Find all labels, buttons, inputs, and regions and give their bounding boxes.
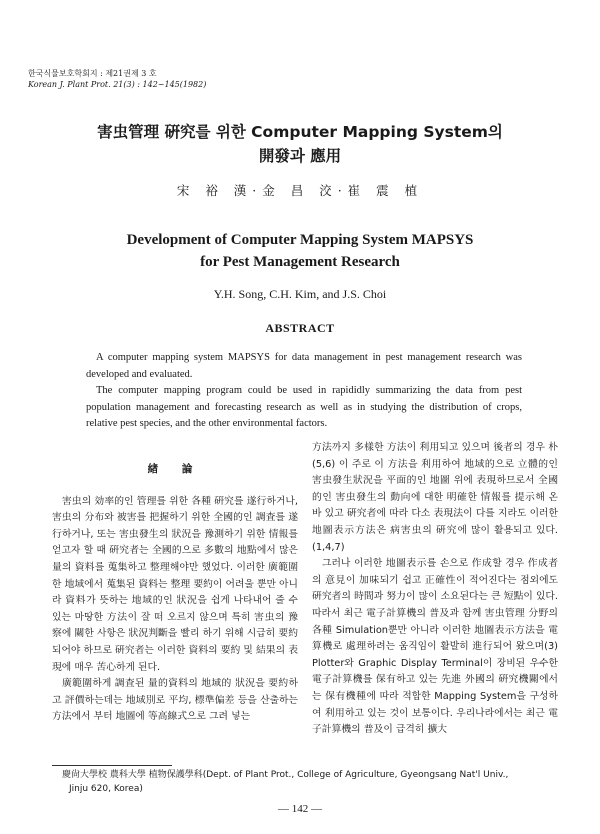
page-number: — 142 — xyxy=(278,803,322,815)
footnote-line1: 慶尙大學校 農科大學 植物保護學科(Dept. of Plant Prot., College of Agriculture, Gyeongsang Nat'l Univ., xyxy=(62,770,509,780)
korean-authors: 宋 裕 漢·金 昌 洨·崔 震 植 xyxy=(176,183,424,198)
journal-korean-name: 한국식물보호학회지 : 제21권제 3 호 xyxy=(28,69,157,78)
abstract-heading: ABSTRACT xyxy=(265,321,335,335)
right-paragraph-2: 그러나 이러한 地圖表示를 손으로 作成할 경우 作成者의 意見이 加味되기 쉽고 正確性이 적어진다는 점외에도 硏究者의 時間과 努力이 많이 소요된다는 큰 短點이 있다. 따라서 최근 電子計算機의 普及과 함께 害虫管理 分野의 各種 Simulation뿐만 아니라 이러한 地圖表示方法을 電算機로 處理하려는 움직임이 활발히 進行되어 왔으며(3) Plotter와 Graphic Display Terminal이 장비된 우수한 電子計算機를 保有하고 있는 先進 外國의 硏究機關에서는 保有機種에 따라 적합한 Mapping System을 구성하여 利用하고 있는 것이 보통이다. 우리나라에서는 최근 電子計算機의 普及이 급격히 擴大 xyxy=(312,558,558,736)
korean-title-line1: 害虫管理 硏究를 위한 Computer Mapping System의 xyxy=(97,123,503,141)
left-column xyxy=(52,455,298,726)
journal-citation xyxy=(28,68,206,90)
abstract-body xyxy=(86,350,522,433)
left-paragraph-2: 廣範圍하게 調査된 量的資料의 地域的 狀況을 要約하고 評價하는데는 地域別로 平均, 標準偏差 등을 산출하는 方法에서 부터 地圖에 等高線式으로 그려 넣는 xyxy=(52,678,298,723)
journal-english-name: Korean J. Plant Prot. 21(3) : 142~145(1982) xyxy=(28,80,207,89)
left-paragraph-1: 害虫의 効率的인 管理를 위한 各種 硏究를 遂行하거나, 害虫의 分布와 被害를 把握하기 위한 全國的인 調査를 遂行하거나, 또는 害虫發生의 狀況을 豫測하기 위한 情報를 얻고자 할 때 硏究者는 全國的으로 多數의 地點에서 많은 量의 資料를 蒐集하고 整理해야만 했었다. 이러한 廣範圍한 地域에서 蒐集된 資料는 整理 要約이 어려울 뿐만 아니라 資料가 뜻하는 地域的인 狀況을 쉽게 나타내어 줄 수 있는 마땅한 方法이 잘 떠 오르지 않으며 특히 害虫의 豫察에 關한 사항은 狀況判斷을 빨리 하기 위해 시급히 要約되어야 하므로 硏究者는 이러한 資料의 要約 및 結果의 表現에 매우 苦心하게 된다. xyxy=(52,495,298,673)
introduction-heading: 緖 論 xyxy=(147,463,203,475)
english-title-line2: for Pest Management Research xyxy=(200,254,400,270)
korean-title xyxy=(0,120,600,168)
right-column xyxy=(312,440,558,739)
korean-title-line2: 開發과 應用 xyxy=(258,147,342,165)
abstract-paragraph-1: A computer mapping system MAPSYS for data management in pest management research was developed and evaluated. xyxy=(86,352,522,380)
abstract-paragraph-2: The computer mapping program could be used in rapididly summarizing the data from pest population management and forecasting research as well as in studying the distribution of crops, relative pest species, and the other environmental factors. xyxy=(86,385,522,429)
affiliation-footnote xyxy=(62,768,562,796)
english-authors: Y.H. Song, C.H. Kim, and J.S. Choi xyxy=(213,287,387,301)
footnote-divider xyxy=(52,765,172,766)
footnote-line2: Jinju 620, Korea) xyxy=(69,784,143,794)
english-title-line1: Development of Computer Mapping System MAPSYS xyxy=(126,232,474,248)
right-paragraph-1: 方法까지 多樣한 方法이 利用되고 있으며 後者의 경우 朴(5,6) 이 주로 이 方法을 利用하여 地域的으로 立體的인 害虫發生狀況을 平面的인 地圖 위에 表現하므로서 全國的인 害虫發生의 動向에 대한 明確한 情報를 提示해 온 바 있고 硏究者에 따라 다소 表現法이 다를 지라도 이러한 地圖表示方法은 病害虫의 硏究에 많이 활용되고 있다.(1,4,7) xyxy=(312,442,558,553)
english-title xyxy=(0,229,600,273)
